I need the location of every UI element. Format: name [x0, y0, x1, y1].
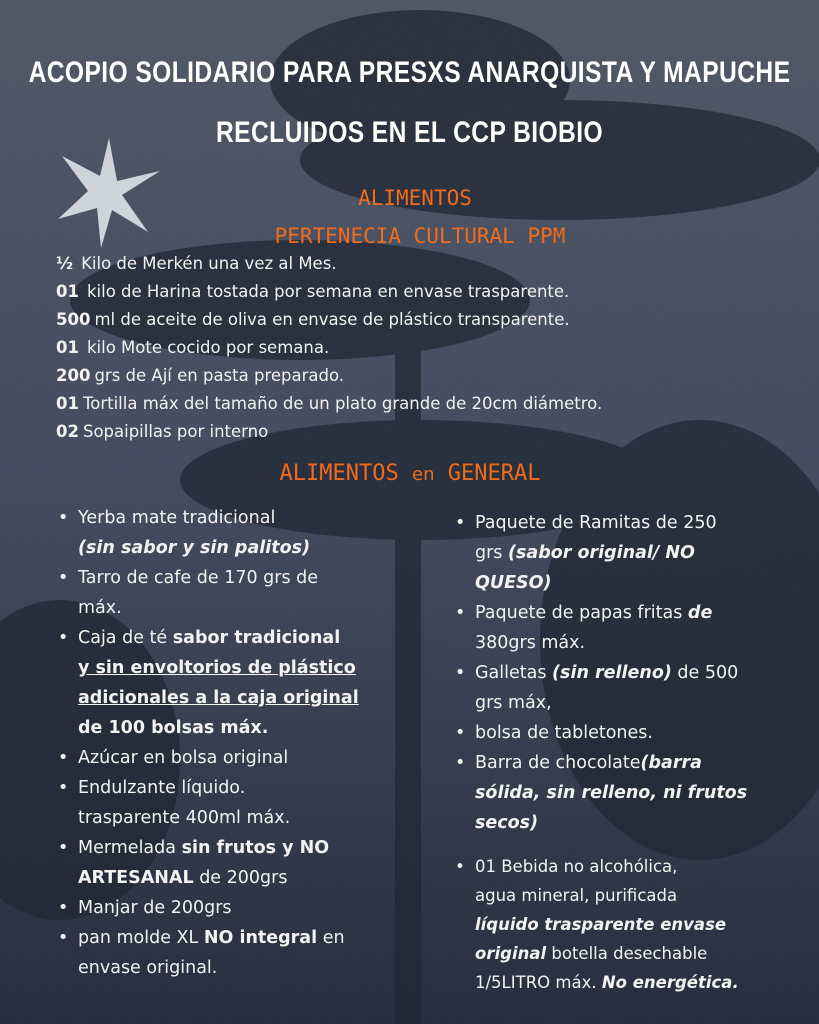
item-emphasis: No energética.: [601, 973, 739, 992]
ppm-text: ml de aceite de oliva en envase de plástico transparente.: [94, 310, 570, 329]
list-item: [58, 503, 428, 563]
item-emphasis: y: [78, 658, 90, 678]
ppm-qty: 01: [56, 338, 79, 357]
item-emphasis: QUESO): [475, 573, 552, 593]
list-item: [455, 718, 790, 748]
item-text: Azúcar en bolsa original: [78, 748, 289, 768]
title-line-2: RECLUIDOS EN EL CCP BIOBIO: [215, 116, 603, 149]
list-item: [455, 658, 790, 718]
item-text: 1/5LITRO máx.: [475, 973, 602, 992]
item-emphasis: (barra: [640, 753, 702, 773]
item-text: de 500: [671, 663, 739, 683]
list-item: [455, 852, 790, 997]
heading-alimentos: ALIMENTOS: [358, 186, 472, 210]
item-text: • Tarro de cafe de 170 grs de: [78, 568, 319, 588]
ppm-text: kilo Mote cocido por semana.: [86, 338, 330, 357]
item-text: bolsa de tabletones.: [475, 723, 653, 743]
item-text: Manjar de 200grs: [78, 898, 232, 918]
heading-pertenencia-cultural: PERTENECIA CULTURAL PPM: [274, 224, 566, 248]
item-text: trasparente 400ml máx.: [78, 808, 291, 828]
heading-general-word-3: GENERAL: [447, 461, 541, 486]
item-text: Caja de té: [78, 628, 173, 648]
general-list-right: [455, 508, 790, 997]
list-item: [58, 923, 428, 983]
list-item: [58, 773, 428, 833]
ppm-text: Kilo de Merkén una vez al Mes.: [81, 254, 337, 273]
item-emphasis: sólida, sin relleno, ni frutos: [475, 783, 748, 803]
ppm-text: Sopaipillas por interno: [82, 422, 269, 441]
ppm-qty: ½: [56, 254, 74, 273]
ppm-text: Tortilla máx del tamaño de un plato grande de 20cm diámetro.: [82, 394, 603, 413]
ppm-qty: 200: [56, 366, 91, 385]
item-emphasis: secos): [475, 813, 539, 833]
ppm-qty: 01: [56, 282, 79, 301]
item-emphasis: sin envoltorios de plástico: [95, 658, 356, 678]
heading-alimentos-general: [250, 461, 570, 486]
item-text: • Yerba mate tradicional: [78, 508, 276, 528]
ppm-item: [56, 338, 329, 357]
list-item: [58, 563, 428, 623]
item-emphasis: ARTESANAL: [78, 868, 194, 888]
item-emphasis: líquido trasparente envase: [475, 915, 727, 934]
item-text: máx.: [78, 598, 122, 618]
list-item: [455, 748, 790, 838]
item-text: en: [317, 928, 345, 948]
heading-general-word-2: en: [412, 464, 435, 485]
heading-general-word-1: ALIMENTOS: [279, 461, 399, 486]
ppm-item: [56, 254, 337, 273]
list-item: [455, 598, 790, 658]
item-text: • Endulzante líquido.: [78, 778, 246, 798]
ppm-qty: 01: [56, 394, 79, 413]
item-text: • 01 Bebida no alcohólica,: [475, 857, 678, 876]
item-emphasis: original: [475, 944, 547, 963]
item-emphasis: sin frutos y NO: [181, 838, 330, 858]
item-note: (sin sabor y sin palitos): [78, 538, 311, 558]
ppm-qty: 02: [56, 422, 79, 441]
list-item: [58, 833, 428, 893]
item-emphasis: NO integral: [203, 928, 318, 948]
ppm-item: [56, 310, 570, 329]
item-text: pan molde XL: [78, 928, 204, 948]
list-item: [58, 623, 428, 743]
item-text: Mermelada: [78, 838, 182, 858]
ppm-item: [56, 282, 569, 301]
item-text: • Paquete de Ramitas de 250: [475, 513, 717, 533]
general-list-left: [58, 503, 428, 983]
item-text: envase original.: [78, 958, 218, 978]
ppm-item: [56, 394, 602, 413]
ppm-item: [56, 366, 344, 385]
ppm-item: [56, 422, 268, 441]
item-text: de 200grs: [193, 868, 288, 888]
item-emphasis: de 100 bolsas máx.: [78, 718, 269, 738]
item-emphasis: adicionales a la caja original: [78, 688, 359, 708]
ppm-text: kilo de Harina tostada por semana en envase trasparente.: [86, 282, 570, 301]
item-emphasis: (sin relleno): [552, 663, 672, 683]
ppm-qty: 500: [56, 310, 91, 329]
item-text: Paquete de papas fritas: [475, 603, 688, 623]
ppm-text: grs de Ají en pasta preparado.: [94, 366, 345, 385]
item-text: grs: [475, 543, 508, 563]
item-text: Galletas: [475, 663, 553, 683]
list-item: [58, 743, 428, 773]
list-item: [455, 508, 790, 598]
item-text: agua mineral, purificada: [475, 886, 678, 905]
item-text: grs máx,: [475, 693, 552, 713]
item-emphasis: de: [687, 603, 713, 623]
item-text: botella desechable: [546, 944, 708, 963]
star-icon: [52, 136, 166, 250]
title-line-1: ACOPIO SOLIDARIO PARA PRESXS ANARQUISTA Y MAPUCHE: [28, 56, 791, 89]
item-emphasis: (sabor original/ NO: [507, 543, 695, 563]
item-emphasis: sabor tradicional: [172, 628, 341, 648]
list-item: [58, 893, 428, 923]
item-text: Barra de chocolate: [475, 753, 641, 773]
item-text: 380grs máx.: [475, 633, 586, 653]
